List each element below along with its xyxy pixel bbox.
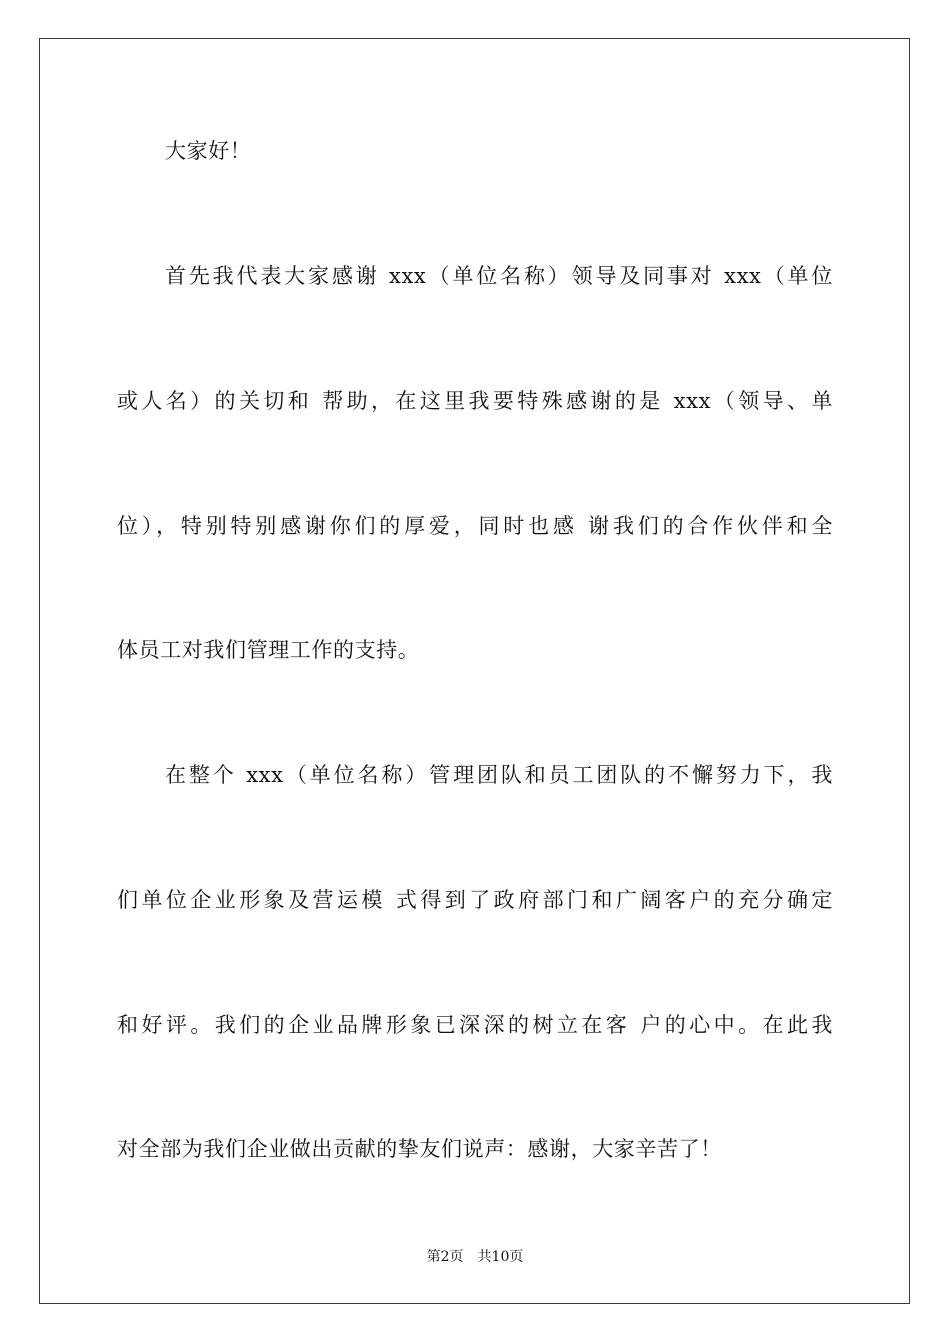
page-frame (39, 38, 910, 1304)
paragraph-1-line-1: 首先我代表大家感谢 xxx（单位名称）领导及同事对 xxx（单位 (165, 264, 833, 288)
greeting-line: 大家好！ (165, 139, 252, 163)
page-footer (0, 1247, 950, 1267)
paragraph-1-line-3: 位），特别特别感谢你们的厚爱，同时也感 谢我们的合作伙伴和全 (117, 514, 833, 538)
paragraph-2-line-3: 和好评。我们的企业品牌形象已深深的树立在客 户的心中。在此我 (117, 1013, 833, 1037)
paragraph-2-line-2: 们单位企业形象及营运模 式得到了政府部门和广阔客户的充分确定 (117, 888, 833, 912)
paragraph-2-line-1: 在整个 xxx（单位名称）管理团队和员工团队的不懈努力下，我 (165, 763, 833, 787)
paragraph-1-line-4: 体员工对我们管理工作的支持。 (117, 638, 420, 662)
page-number: 第2页 (426, 1249, 464, 1265)
paragraph-1-line-2: 或人名）的关切和 帮助，在这里我要特殊感谢的是 xxx（领导、单 (117, 389, 833, 413)
paragraph-2-line-4: 对全部为我们企业做出贡献的挚友们说声：感谢，大家辛苦了！ (117, 1137, 722, 1161)
page-total: 共10页 (477, 1249, 524, 1265)
